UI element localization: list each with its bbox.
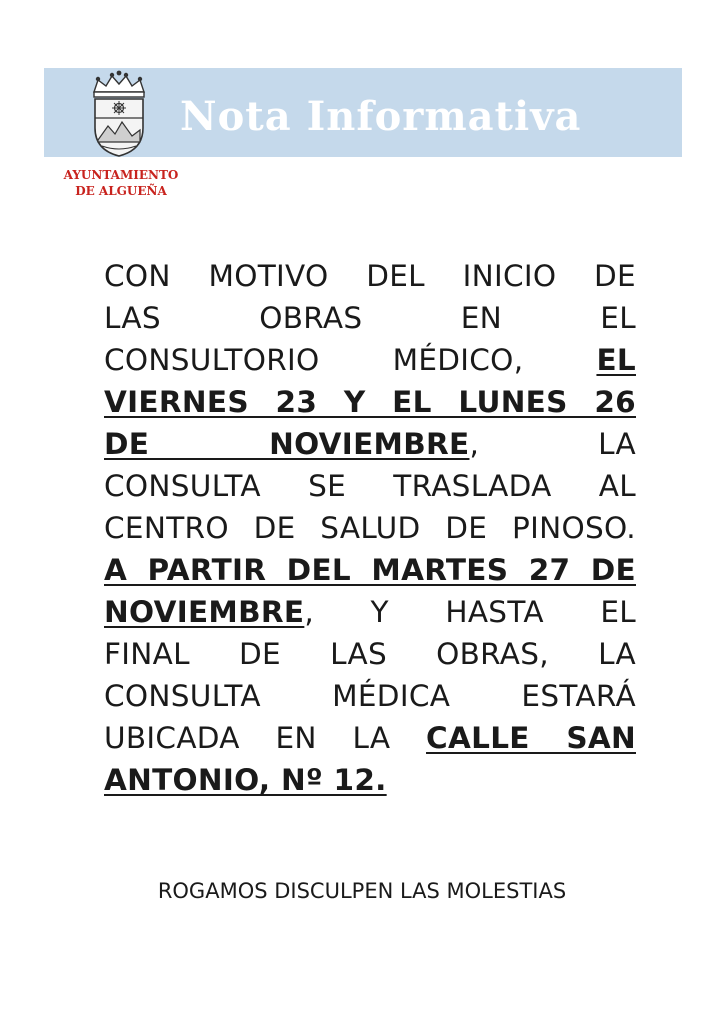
notice-line: CONSULTA MÉDICA ESTARÁ [104, 679, 636, 713]
notice-line [104, 423, 636, 465]
notice-highlight: ANTONIO, Nº 12. [104, 763, 387, 797]
notice-highlight: A PARTIR DEL MARTES 27 DE [104, 553, 636, 587]
notice-text: CONSULTORIO MÉDICO, [104, 343, 597, 377]
organization-name-line1: AYUNTAMIENTO [63, 168, 179, 182]
notice-highlight: VIERNES 23 Y EL LUNES 26 [104, 385, 636, 419]
notice-line [104, 759, 636, 801]
notice-line: CONSULTA SE TRASLADA AL [104, 469, 636, 503]
notice-highlight: EL [596, 343, 636, 377]
notice-line: LAS OBRAS EN EL [104, 301, 636, 335]
notice-text: , Y HASTA EL [304, 595, 636, 629]
notice-text: , LA [469, 427, 636, 461]
notice-body [104, 255, 636, 801]
notice-highlight: CALLE SAN [426, 721, 636, 755]
organization-name-line2: DE ALGUEÑA [75, 184, 167, 198]
notice-highlight: DE NOVIEMBRE [104, 427, 470, 461]
organization-name [56, 167, 186, 199]
notice-line: CENTRO DE SALUD DE PINOSO. [104, 511, 636, 545]
notice-line [104, 717, 636, 759]
apology-footer: ROGAMOS DISCULPEN LAS MOLESTIAS [157, 879, 567, 903]
notice-text: UBICADA EN LA [104, 721, 427, 755]
notice-line [104, 549, 636, 591]
coat-of-arms-icon [88, 70, 150, 158]
page-title: Nota Informativa [180, 93, 582, 140]
notice-line [104, 339, 636, 381]
notice-highlight: NOVIEMBRE [104, 595, 305, 629]
notice-line: FINAL DE LAS OBRAS, LA [104, 637, 636, 671]
notice-line [104, 381, 636, 423]
notice-line [104, 591, 636, 633]
notice-line: CON MOTIVO DEL INICIO DE [104, 259, 636, 293]
